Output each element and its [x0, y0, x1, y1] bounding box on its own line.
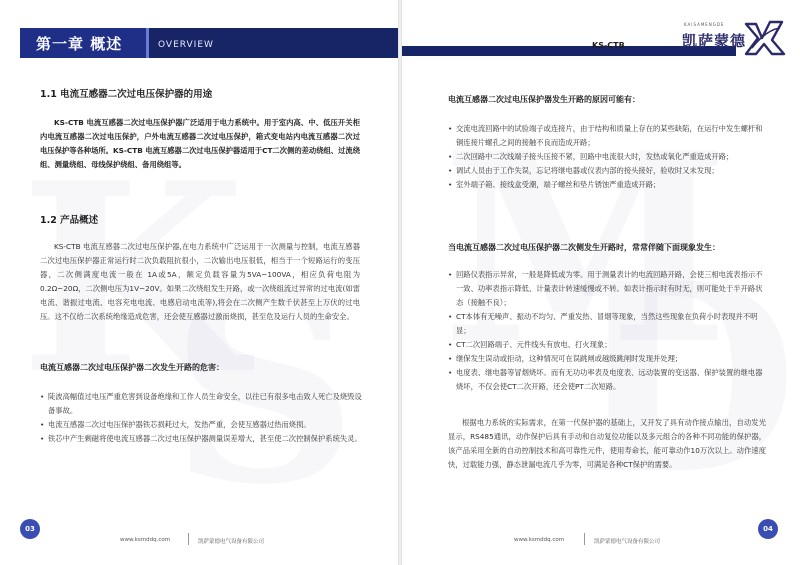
page-number-badge: 03: [20, 519, 40, 539]
header-accent: [146, 28, 149, 58]
conclusion-paragraph: 根据电力系统的实际需求，在第一代保护器的基础上，又开发了具有动作接点输出，自动发光显示，RS485通讯，动作保护后具有手动和自动复位功能以及多元组合的各种不同功能的保护器，该产品采用全新的自动控制技术和高可靠性元件，使用寿命长，能可靠动作10万次以上。动作速度快，过载能力强，静态泄漏电流几乎为零，可满足各种CT保护的需要。: [448, 418, 766, 469]
page-number-badge: 04: [758, 519, 778, 539]
chapter-title: 第一章 概述: [36, 35, 123, 53]
right-page: [402, 0, 800, 565]
section-1-2-body: KS-CTB 电流互感器二次过电压保护器,在电力系统中广泛运用于一次测量与控制，电流互感器二次过电压保护器正常运行时二次负载阻抗很小，二次输出电压很低，相当于一个短路运行的变压器，二次侧满度电流一般在 1A或5A，额定负载容量为5VA~100VA，相应负荷电阻为0.2Ω~20Ω，二次侧电压为1V~20V。如果二次绕组发生开路，或一次绕组流过异常的过电流(如雷电流、谐振过电流、电容充电电流、电感启动电流等),将会在二次侧产生数千伏甚至上万伏的过电压。这不仅给二次系统绝缘造成危害，还会使互感器过激而烧损，甚至危及运行人员的生命安全。: [40, 242, 360, 321]
ksmd-logo-icon: [742, 18, 788, 58]
list-item: • 回路仪表指示异常，一般是降低或为零。用于测量表计的电流回路开路，会使三相电流表指示不一致、功率表指示降低、计量表计转速缓慢或不转。如表计指示时有时无，则可能处于半开路状态（接触不良）；: [448, 268, 766, 310]
section-1-1-body: KS-CTB 电流互感器二次过电压保护器广泛适用于电力系统中。用于室内高、中、低压开关柜内电流互感器二次过电压保护，户外电流互感器二次过电压保护，箱式变电站内电流互感器二次过电压保护等各种场所。KS-CTB 电流互感器二次过电压保护器适用于CT二次侧的差动绕组、过流绕组、测量绕组、母线保护绕组、备用绕组等。: [40, 118, 360, 169]
footer-divider: [188, 533, 189, 545]
footer-company: 凯萨蒙德电气设备有限公司: [198, 539, 265, 545]
left-page: [0, 0, 398, 565]
list-item: • 二次回路中二次线端子接头压接不紧，回路中电流很大时，发热或氧化严重造成开路；: [448, 150, 766, 164]
section-heading-1-1: 1.1 电流互感器二次过电压保护器的用途: [40, 89, 213, 100]
list-item: • CT本体有无噪声、振动不均匀、严重发热、冒烟等现象，当然这些现象在负荷小时表现并不明显；: [448, 310, 766, 338]
list-item: • 电流互感器二次过电压保护器铁芯损耗过大，发热严重，会使互感器过热而烧损。: [40, 418, 362, 432]
list-item: • CT二次回路端子、元件线头有放电、打火现象；: [448, 338, 766, 352]
list-item: • 室外端子箱、接线盒受潮，端子螺丝和垫片锈蚀严重造成开路；: [448, 178, 766, 192]
causes-heading: 电流互感器二次过电压保护器发生开路的原因可能有：: [448, 95, 640, 104]
list-item: • 铁芯中产生剩磁将使电流互感器二次过电压保护器测量误差增大，甚至使二次控制保护系统失灵。: [40, 432, 362, 446]
model-label: KS-CTB: [592, 41, 625, 50]
footer-divider: [584, 533, 585, 545]
list-item: • 继保发生误动或拒动，这种情况可在误跳闸或越级跳闸时发现并处理；: [448, 352, 766, 366]
list-item: • 电度表、继电器等冒烟烧坏。而有无功功率表及电度表、远动装置的变送器、保护装置的继电器烧坏，不仅会使CT二次开路，还会使PT二次短路。: [448, 366, 766, 394]
section-heading-1-2: 1.2 产品概述: [40, 215, 99, 226]
symptoms-heading: 当电流互感器二次过电压保护器二次侧发生开路时，常常伴随下面现象发生：: [448, 243, 720, 252]
chapter-header: [0, 0, 398, 58]
footer-url[interactable]: www.ksmddq.com: [120, 537, 171, 543]
hazard-list: [40, 390, 362, 446]
list-item: • 陡波高幅值过电压严重危害到设备绝缘和工作人员生命安全，以往已有很多电击致人死亡及烧毁设备事故。: [40, 390, 362, 418]
list-item: • 调试人员由于工作失误，忘记将继电器或仪表内部的接头接好，验收时又未发现；: [448, 164, 766, 178]
brand-subtitle: KAISAMENGDE: [684, 22, 725, 27]
footer-company: 凯萨蒙德电气设备有限公司: [594, 539, 661, 545]
chapter-subtitle: OVERVIEW: [158, 40, 214, 50]
causes-list: [448, 122, 766, 192]
brand-name: 凯萨蒙德: [682, 32, 747, 50]
hazard-heading: 电流互感器二次过电压保护器二次发生开路的危害：: [40, 363, 224, 372]
symptoms-list: [448, 268, 766, 394]
list-item: • 交流电流回路中的试验端子或连接片，由于结构和质量上存在的某些缺陷，在运行中发生螺杆和铜连接片螺孔之间的接触不良而造成开路；: [448, 122, 766, 150]
footer-url[interactable]: www.ksmddq.com: [514, 537, 565, 543]
